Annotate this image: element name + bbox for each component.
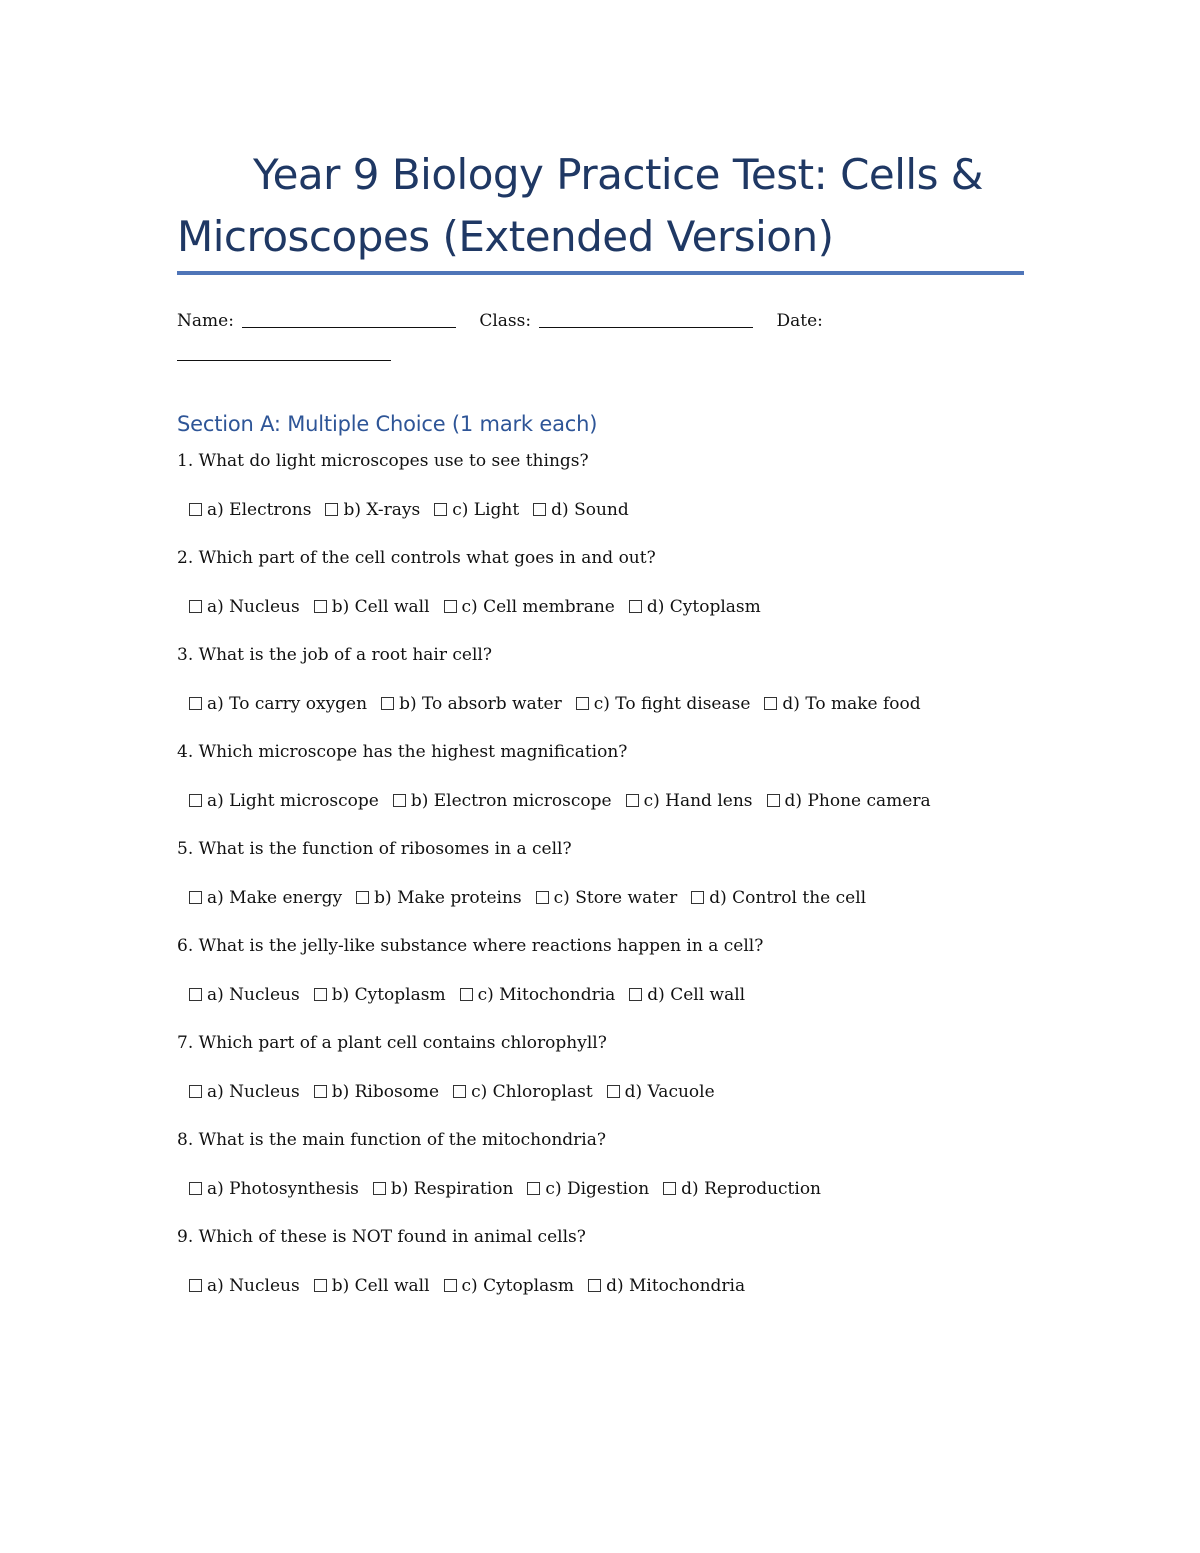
answer-option[interactable] [314,595,430,619]
answer-option[interactable] [434,498,519,522]
answer-option[interactable] [393,789,612,813]
question-text: 4. Which microscope has the highest magnification? [177,742,628,762]
answer-option[interactable] [189,498,311,522]
answer-options [189,886,880,910]
checkbox-icon[interactable] [381,697,394,710]
answer-option[interactable] [189,595,300,619]
question-7 [177,1031,1024,1128]
checkbox-icon[interactable] [626,794,639,807]
answer-option[interactable] [626,789,753,813]
option-label: b) Ribosome [331,1082,440,1102]
answer-option[interactable] [189,983,300,1007]
checkbox-icon[interactable] [767,794,780,807]
question-text: 2. Which part of the cell controls what goes in and out? [177,548,656,568]
answer-option[interactable] [444,1274,575,1298]
option-label: b) Electron microscope [410,791,612,811]
question-9 [177,1225,1024,1322]
class-field[interactable] [479,306,753,336]
question-list [177,449,1024,1322]
option-label: d) Cytoplasm [646,597,761,617]
option-label: b) Cell wall [331,597,430,617]
section-a-heading: Section A: Multiple Choice (1 mark each) [177,412,598,436]
question-5 [177,837,1024,934]
option-label: d) Phone camera [784,791,931,811]
answer-option[interactable] [536,886,678,910]
checkbox-icon[interactable] [314,600,327,613]
answer-option[interactable] [356,886,521,910]
option-label: d) Cell wall [647,985,746,1005]
answer-option[interactable] [533,498,629,522]
title-underline [177,271,1024,275]
checkbox-icon[interactable] [189,600,202,613]
option-label: b) To absorb water [399,694,562,714]
answer-option[interactable] [189,789,379,813]
checkbox-icon[interactable] [663,1182,676,1195]
checkbox-icon[interactable] [629,600,642,613]
checkbox-icon[interactable] [189,891,202,904]
answer-options [189,1274,759,1298]
answer-option[interactable] [607,1080,715,1104]
checkbox-icon[interactable] [629,988,642,1001]
class-blank[interactable] [539,309,753,328]
checkbox-icon[interactable] [444,600,457,613]
question-text: 8. What is the main function of the mitochondria? [177,1130,606,1150]
answer-options [189,595,775,619]
answer-option[interactable] [453,1080,593,1104]
answer-option[interactable] [663,1177,821,1201]
question-4 [177,740,1024,837]
checkbox-icon[interactable] [434,503,447,516]
answer-option[interactable] [764,692,920,716]
answer-option[interactable] [444,595,615,619]
answer-option[interactable] [189,1177,359,1201]
checkbox-icon[interactable] [588,1279,601,1292]
checkbox-icon[interactable] [527,1182,540,1195]
option-label: a) Nucleus [207,1082,300,1102]
checkbox-icon[interactable] [189,503,202,516]
name-label: Name: [177,311,234,331]
option-label: a) To carry oxygen [207,694,368,714]
question-8 [177,1128,1024,1225]
answer-option[interactable] [314,1080,439,1104]
answer-option[interactable] [381,692,562,716]
answer-option[interactable] [460,983,616,1007]
answer-option[interactable] [325,498,420,522]
option-label: a) Electrons [207,500,312,520]
option-label: a) Nucleus [207,597,300,617]
checkbox-icon[interactable] [356,891,369,904]
answer-option[interactable] [314,983,446,1007]
question-text: 6. What is the jelly-like substance where reactions happen in a cell? [177,936,764,956]
date-label: Date: [776,311,823,331]
answer-options [189,789,945,813]
answer-option[interactable] [189,692,367,716]
option-label: c) Cell membrane [461,597,615,617]
student-info-fields [177,306,1024,361]
checkbox-icon[interactable] [314,1279,327,1292]
option-label: c) To fight disease [593,694,751,714]
checkbox-icon[interactable] [533,503,546,516]
answer-option[interactable] [314,1274,430,1298]
class-label: Class: [479,311,532,331]
answer-option[interactable] [189,886,342,910]
answer-options [189,1177,835,1201]
answer-option[interactable] [691,886,866,910]
option-label: d) Sound [551,500,629,520]
option-label: a) Nucleus [207,1276,300,1296]
checkbox-icon[interactable] [607,1085,620,1098]
checkbox-icon[interactable] [536,891,549,904]
option-label: c) Mitochondria [477,985,616,1005]
answer-option[interactable] [629,595,761,619]
answer-option[interactable] [576,692,751,716]
option-label: c) Digestion [545,1179,650,1199]
option-label: a) Photosynthesis [207,1179,359,1199]
answer-option[interactable] [588,1274,745,1298]
checkbox-icon[interactable] [189,794,202,807]
checkbox-icon[interactable] [453,1085,466,1098]
checkbox-icon[interactable] [325,503,338,516]
option-label: b) Cytoplasm [331,985,446,1005]
option-label: c) Chloroplast [471,1082,593,1102]
checkbox-icon[interactable] [764,697,777,710]
checkbox-icon[interactable] [373,1182,386,1195]
question-3 [177,643,1024,740]
checkbox-icon[interactable] [691,891,704,904]
date-blank[interactable] [177,342,391,361]
checkbox-icon[interactable] [460,988,473,1001]
option-label: a) Light microscope [207,791,379,811]
question-6 [177,934,1024,1031]
checkbox-icon[interactable] [314,1085,327,1098]
question-2 [177,546,1024,643]
option-label: d) Mitochondria [606,1276,746,1296]
checkbox-icon[interactable] [393,794,406,807]
answer-option[interactable] [767,789,931,813]
question-text: 9. Which of these is NOT found in animal cells? [177,1227,586,1247]
answer-option[interactable] [373,1177,514,1201]
option-label: b) Respiration [390,1179,514,1199]
question-text: 3. What is the job of a root hair cell? [177,645,492,665]
option-label: d) Control the cell [709,888,867,908]
checkbox-icon[interactable] [189,1085,202,1098]
option-label: d) Reproduction [681,1179,821,1199]
answer-options [189,983,759,1007]
answer-option[interactable] [189,1080,300,1104]
option-label: b) Cell wall [331,1276,430,1296]
answer-options [189,1080,729,1104]
option-label: a) Make energy [207,888,343,908]
answer-options [189,692,935,716]
question-text: 1. What do light microscopes use to see things? [177,451,589,471]
checkbox-icon[interactable] [189,1279,202,1292]
name-field[interactable] [177,306,456,336]
checkbox-icon[interactable] [189,988,202,1001]
answer-option[interactable] [189,1274,300,1298]
option-label: d) To make food [782,694,921,714]
checkbox-icon[interactable] [314,988,327,1001]
page-title: Year 9 Biology Practice Test: Cells & Microscopes (Extended Version) [177,150,984,261]
date-field[interactable] [777,306,823,336]
option-label: d) Vacuole [624,1082,715,1102]
option-label: c) Cytoplasm [461,1276,575,1296]
answer-option[interactable] [527,1177,649,1201]
checkbox-icon[interactable] [189,697,202,710]
option-label: c) Store water [553,888,678,908]
option-label: a) Nucleus [207,985,300,1005]
question-text: 5. What is the function of ribosomes in a cell? [177,839,572,859]
option-label: b) Make proteins [374,888,522,908]
checkbox-icon[interactable] [444,1279,457,1292]
name-blank[interactable] [242,309,456,328]
question-1 [177,449,1024,546]
question-text: 7. Which part of a plant cell contains chlorophyll? [177,1033,607,1053]
option-label: c) Hand lens [643,791,753,811]
option-label: b) X-rays [343,500,421,520]
answer-options [189,498,643,522]
answer-option[interactable] [629,983,745,1007]
checkbox-icon[interactable] [189,1182,202,1195]
checkbox-icon[interactable] [576,697,589,710]
option-label: c) Light [452,500,520,520]
